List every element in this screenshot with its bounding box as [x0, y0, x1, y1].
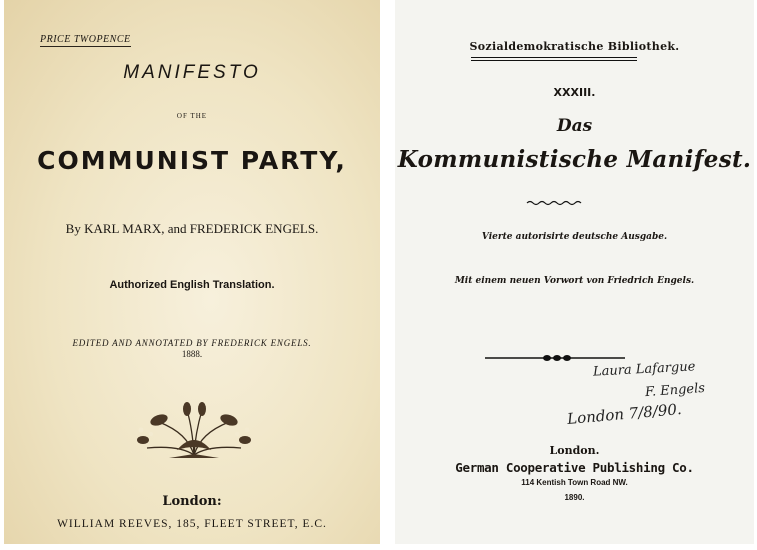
manifesto-title: MANIFESTO [123, 62, 261, 83]
volume-number: XXXIII. [553, 86, 596, 99]
address-line: 114 Kentish Town Road NW. [521, 478, 628, 487]
series-underline [471, 57, 637, 58]
edited-line: EDITED AND ANNOTATED BY FREDERICK ENGELS. [72, 338, 312, 348]
das-label: Das [556, 116, 593, 136]
city-label: London: [162, 494, 222, 509]
of-the-label: OF THE [176, 112, 208, 120]
handwritten-signature: F. Engels [644, 380, 706, 401]
edition-year: 1890. [564, 493, 585, 502]
squiggle-divider-icon [525, 198, 585, 208]
english-title-page [4, 0, 380, 544]
edition-line: Vierte autorisirte deutsche Ausgabe. [481, 232, 668, 242]
translation-line: Authorized English Translation. [109, 279, 275, 291]
series-title: Sozialdemokratische Bibliothek. [469, 40, 680, 53]
authors-line: By KARL MARX, and FREDERICK ENGELS. [65, 221, 319, 236]
german-title-page [395, 0, 754, 544]
publisher-line: German Cooperative Publishing Co. [455, 460, 694, 475]
ornamental-rule-icon [485, 352, 625, 364]
foreword-line: Mit einem neuen Vorwort von Friedrich Engels. [454, 276, 695, 286]
publisher-line: WILLIAM REEVES, 185, FLEET STREET, E.C. [57, 518, 327, 530]
floral-ornament-icon [129, 400, 259, 460]
communist-party-title: COMMUNIST PARTY, [37, 146, 347, 175]
edition-year: 1888. [181, 349, 203, 359]
handwritten-dedication: Laura Lafargue [592, 359, 696, 380]
city-label: London. [549, 444, 600, 457]
price-label: PRICE TWOPENCE [40, 34, 131, 45]
series-underline-thin [471, 60, 637, 61]
manifest-title: Kommunistische Manifest. [397, 146, 752, 173]
handwritten-date: London 7/8/90. [566, 400, 683, 428]
